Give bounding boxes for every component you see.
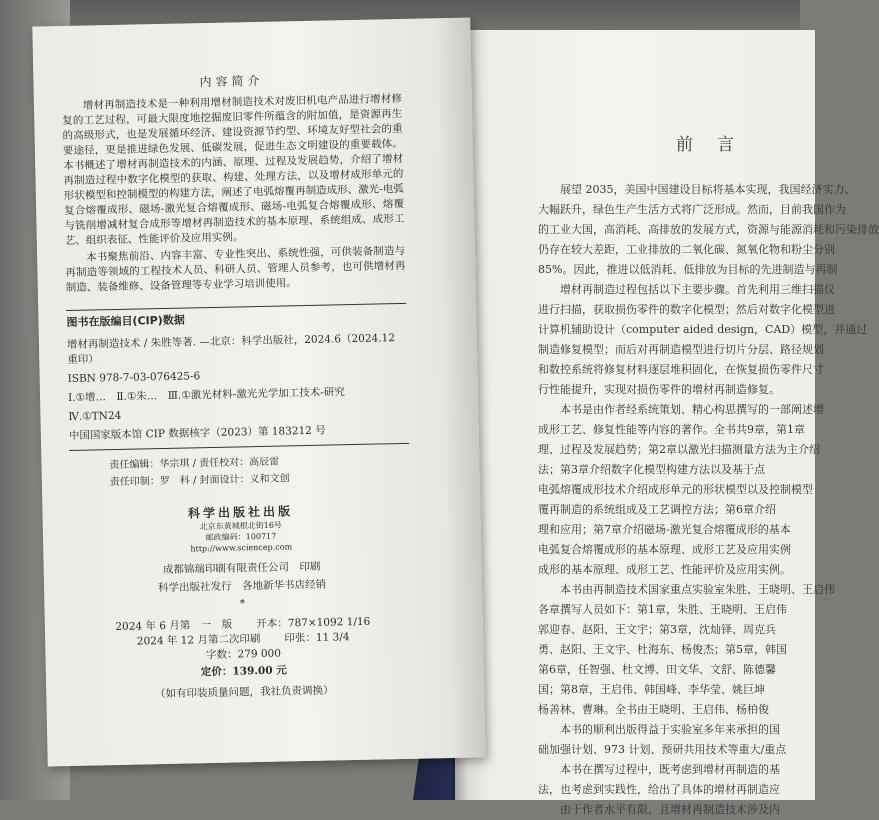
separator-star: * — [239, 598, 246, 610]
sheets: 印张：11 3/4 — [284, 631, 350, 645]
preface-line: 和数控系统将修复材料逐层堆积固化，在恢复损伤零件尺寸 — [538, 363, 824, 376]
preface-line: 展望 2035，美国中国建设目标将基本实现，我国经济实力、 — [560, 183, 856, 196]
distributor-line: 科学出版社发行 各地新华书店经销 — [157, 578, 327, 595]
preface-line: 杨善林、曹琳。全书由王晓明、王启伟、杨柏俊 — [538, 703, 769, 716]
summary-title: 内容简介 — [199, 73, 264, 90]
preface-line: 础加强计划、973 计划、预研共用技术等重大/重点 — [538, 743, 787, 756]
preface-line: 大幅跃升，绿色生产生活方式将广泛形成。然而，目前我国作为 — [538, 203, 846, 216]
preface-line: 覆再制造的系统组成及工艺调控方法；第6章介绍 — [538, 503, 776, 516]
preface-line: 勇、赵阳、王文宇、杜海东、杨俊杰；第5章，韩国 — [538, 643, 787, 656]
preface-line: 由于作者水平有限，且增材再制造技术涉及内 — [560, 803, 780, 816]
price: 定价：139.00 元 — [200, 664, 287, 679]
preface-line: 本书在撰写过程中，既考虑到增材再制造的基 — [560, 763, 780, 776]
cip-classification: Ⅰ.①增… Ⅱ.①朱… Ⅲ.①激光材料-激光光学加工技术-研究 — [67, 386, 345, 404]
preface-line: 郭迎春、赵阳、王文宇；第3章，沈灿铎、周克兵 — [538, 623, 776, 636]
cip-title: 图书在版编目(CIP)数据 — [66, 313, 185, 330]
copyright-page-content — [61, 71, 414, 704]
preface-line: 本书的顺利出版得益于实验室多年来承担的国 — [560, 723, 780, 736]
word-count: 字数：279 000 — [205, 647, 282, 662]
preface-line: 计算机辅助设计（computer aided design，CAD）模型，并通过 — [538, 323, 868, 336]
preface-line: 法，也考虑到实践性，给出了具体的增材再制造应 — [538, 783, 780, 796]
cip-classification: Ⅳ.①TN24 — [68, 409, 122, 423]
preface-line: 85%。因此，推进以低消耗、低排放为目标的先进制造与再制 — [538, 263, 838, 276]
preface-line: 增材再制造过程包括以下主要步骤。首先利用三维扫描仪 — [560, 283, 835, 296]
preface-line: 进行扫描，获取损伤零件的数字化模型；然后对数字化模型进 — [538, 303, 835, 316]
preface-line: 本书是由作者经系统策划、精心构思撰写的一部阐述增 — [560, 403, 824, 416]
preface-body — [538, 180, 879, 820]
preface-line: 仍存在较大差距，工业排放的二氧化碳、氮氧化物和粉尘分别 — [538, 243, 835, 256]
printer-line: 成都锦瑞印刷有限责任公司 印刷 — [162, 560, 321, 577]
format: 开本：787×1092 1/16 — [256, 615, 371, 631]
preface-line: 电弧复合熔覆成形的基本原理、成形工艺及应用实例 — [538, 543, 791, 556]
preface-line: 法；第3章介绍数字化模型构建方法以及基于点 — [538, 463, 765, 476]
preface-heading: 前言 — [676, 135, 758, 155]
preface-line: 各章撰写人员如下：第1章，朱胜、王晓明、王启伟 — [538, 603, 787, 616]
publisher-name: 科学出版社出版 — [187, 504, 294, 521]
preface-line: 制造修复模型；而后对再制造模型进行切片分层、路径规划 — [538, 343, 824, 356]
quality-note: （如有印装质量问题，我社负责调换） — [154, 684, 334, 701]
preface-line: 电弧熔覆成形技术介绍成形单元的形状模型以及控制模型 — [538, 483, 813, 496]
preface-line: 理和应用；第7章介绍磁场-激光复合熔覆成形的基本 — [538, 523, 791, 536]
cip-bibliographic-line: 增材再制造技术 / 朱胜等著. —北京：科学出版社，2024.6（2024.12 重印） — [66, 332, 396, 367]
preface-line: 国；第8章，王启伟、韩国峰、李华莹、姚巨坤 — [538, 683, 765, 696]
summary-paragraph: 本书聚焦前沿、内容丰富、专业性突出、系统性强，可供装备制造与再制造等领域的工程技术人员、科研人员、管理人员参考，也可供增材再制造、装备维修、设备管理等专业学习培训使用。 — [65, 244, 406, 295]
publisher-postcode: 邮政编码：100717 — [205, 531, 277, 543]
publisher-url: http://www.sciencep.com — [190, 542, 293, 554]
preface-line: 第6章，任智强、杜文博、田文华、文舒、陈德馨 — [538, 663, 776, 676]
printing: 2024 年 12 月第二次印刷 — [136, 633, 261, 648]
summary-paragraph: 增材再制造技术是一种利用增材制造技术对废旧机电产品进行增材修复的工艺过程，可最大限度地挖掘废旧零件所蕴含的附加值，是资源再生的高级形式，也是发展循环经济、建设资源节约型、环境友好型社会的重要途径，更是推进绿色发展、低碳发展，促进生态文明建设的重要载体。本书概述了增材再制造技术的内涵、原理、过程及发展趋势，介绍了增材再制造过程中数字化模型的获取、构建、处理方法，以及增材成形单元的形状模型和控制模型的构建方法，阐述了电弧熔覆再制造成形、激光-电弧复合熔覆成形、磁场-激光复合熔覆成形、磁场-电弧复合熔覆成形、熔覆与铣削增减材复合成形等增材再制造技术的基本原理、系统组成、成形工艺、组织表征、性能评价及应用实例。 — [62, 92, 405, 248]
publisher-address: 北京东黄城根北街16号 — [199, 520, 282, 532]
divider — [69, 443, 409, 451]
credits-line: 责任编辑：华宗琪 / 责任校对：高辰雷 — [109, 456, 280, 472]
preface-line: 本书由再制造技术国家重点实验室朱胜、王晓明、王启伟 — [560, 583, 835, 596]
publisher-block — [70, 502, 414, 704]
preface-line: 的工业大国，高消耗、高排放的发展方式，资源与能源消耗和污染排放 — [538, 223, 879, 236]
cip-number: 中国国家版本馆 CIP 数据核字（2023）第 183212 号 — [68, 424, 326, 442]
preface-line: 成形的基本原理、成形工艺、性能评价及应用实例。 — [538, 563, 791, 576]
cip-isbn: ISBN 978-7-03-076425-6 — [67, 370, 201, 386]
left-page — [32, 17, 485, 766]
preface-line: 行性能提升，实现对损伤零件的增材再制造修复。 — [538, 383, 780, 396]
edition: 2024 年 6 月第 一 版 — [115, 618, 233, 634]
preface-line: 理、过程及发展趋势；第2章以激光扫描测量方法为主介绍 — [538, 443, 820, 456]
credits-line: 责任印制：罗 科 / 封面设计：义和文创 — [109, 473, 290, 489]
preface-line: 成形工艺、修复性能等内容的著作。全书共9章，第1章 — [538, 423, 805, 436]
